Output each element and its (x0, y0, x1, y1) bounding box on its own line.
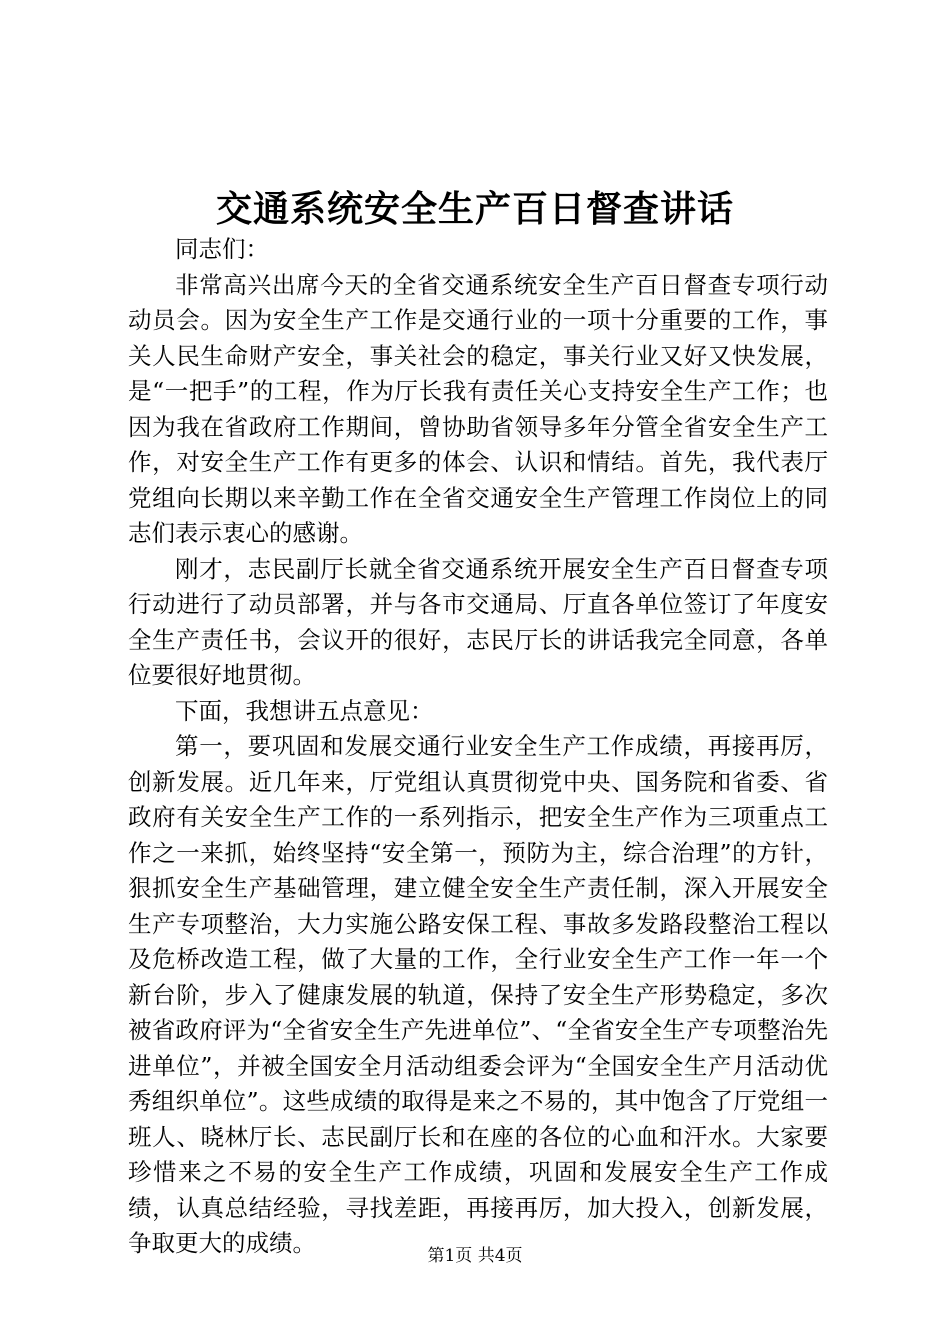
body-paragraph: 下面，我想讲五点意见： (175, 696, 434, 725)
salutation-paragraph: 同志们： (175, 235, 269, 263)
body-paragraph: 第一，要巩固和发展交通行业安全生产工作成绩，再接再厉，创新发展。近几年来，厅党组认真贯彻党中央、国务院和省委、省政府有关安全生产工作的一系列指示，把安全生产作为三项重点工作之一来抓，始终坚持“安全第一，预防为主，综合治理”的方针，狠抓安全生产基础管理，建立健全安全生产责任制，深入开展安全生产专项整治，大力实施公路安保工程、事故多发路段整治工程以及危桥改造工程，做了大量的工作，全行业安全生产工作一年一个新台阶，步入了健康发展的轨道，保持了安全生产形势稳定，多次被省政府评为“全省安全生产先进单位”、“全省安全生产专项整治先进单位”，并被全国安全月活动组委会评为“全国安全生产月活动优秀组织单位”。这些成绩的取得是来之不易的，其中饱含了厅党组一班人、晓林厅长、志民副厅长和在座的各位的心血和汗水。大家要珍惜来之不易的安全生产工作成绩，巩固和发展安全生产工作成绩，认真总结经验，寻找差距，再接再厉，加大投入，创新发展，争取更大的成绩。 (128, 732, 828, 1257)
document-body (128, 232, 828, 1262)
document-title: 交通系统安全生产百日督查讲话 (215, 188, 734, 230)
body-paragraph: 刚才，志民副厅长就全省交通系统开展安全生产百日督查专项行动进行了动员部署，并与各市交通局、厅直各单位签订了年度安全生产责任书，会议开的很好，志民厅长的讲话我完全同意，各单位要很好地贯彻。 (128, 554, 828, 689)
body-paragraph: 非常高兴出席今天的全省交通系统安全生产百日督查专项行动动员会。因为安全生产工作是交通行业的一项十分重要的工作，事关人民生命财产安全，事关社会的稳定，事关行业又好又快发展，是“一把手”的工程，作为厅长我有责任关心支持安全生产工作；也因为我在省政府工作期间，曾协助省领导多年分管全省安全生产工作，对安全生产工作有更多的体会、认识和情结。首先，我代表厅党组向长期以来辛勤工作在全省交通安全生产管理工作岗位上的同志们表示衷心的感谢。 (128, 270, 828, 547)
page-number-footer: 第1页 共4页 (427, 1246, 523, 1266)
